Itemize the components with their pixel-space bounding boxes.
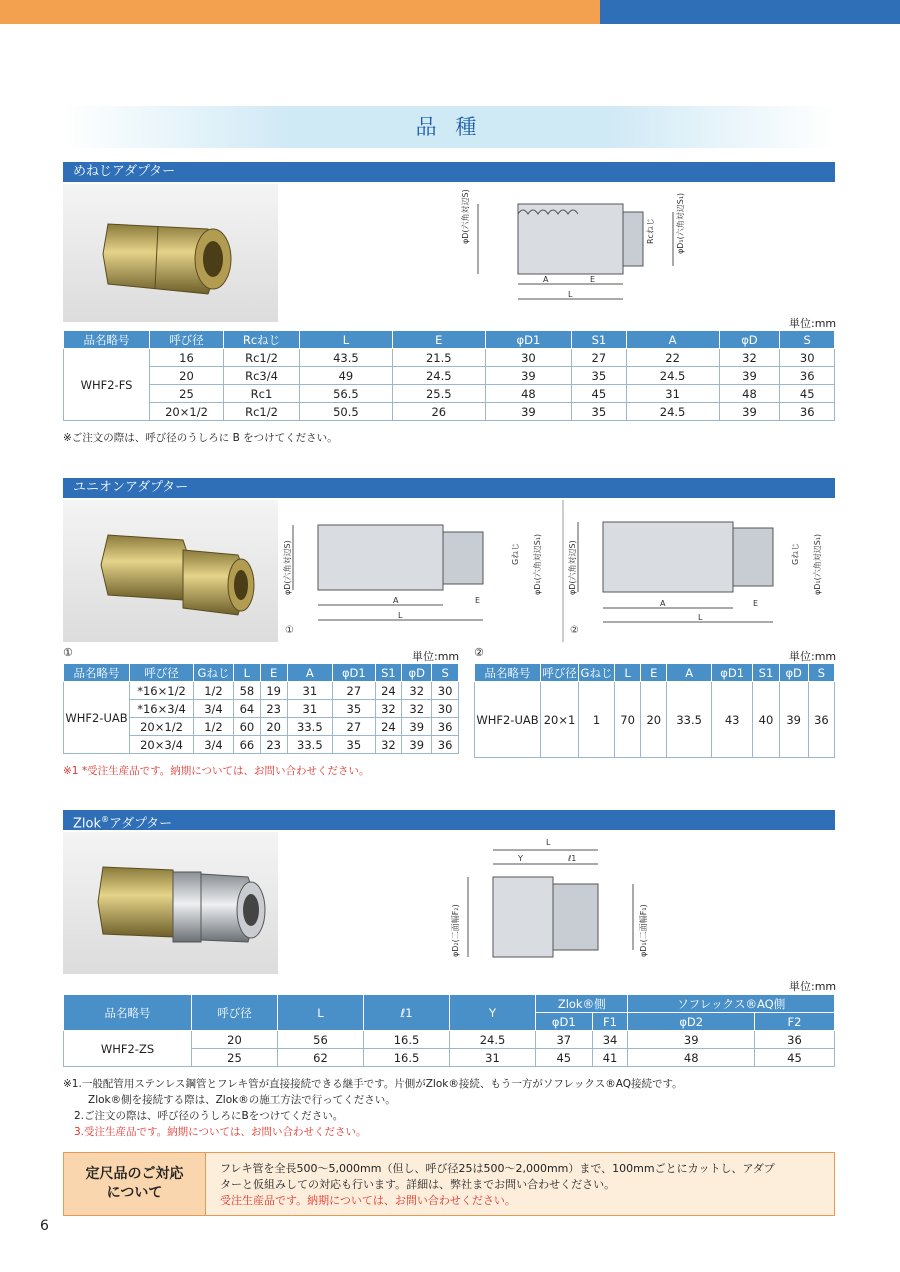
table-row: [64, 1031, 835, 1049]
zlok-adapter-drawing: [278, 832, 835, 974]
cell: 24.5: [626, 403, 719, 421]
zlok-registered-mark: ®: [101, 815, 109, 824]
cell: 27: [333, 682, 375, 700]
zlok-title: Zlok: [73, 816, 101, 832]
zlok-adapter-table: [63, 994, 835, 1067]
drawing2-label-E: E: [753, 599, 759, 608]
order-label-line1: 定尺品のご対応: [85, 1166, 184, 1182]
cell: 32: [375, 700, 402, 718]
cell: 36: [754, 1031, 834, 1049]
cell: 39: [719, 367, 780, 385]
section-header-zlok-adapter: [63, 810, 835, 830]
th-S1: S1: [572, 331, 627, 349]
section-header-union-adapter: ユニオンアダプター: [63, 478, 835, 498]
th-S1: S1: [753, 664, 779, 682]
order-text-line3: 受注生産品です。納期については、お問い合わせください。: [220, 1194, 516, 1207]
drawing2-circle-label: ②: [570, 625, 579, 636]
cell: 41: [592, 1049, 628, 1067]
product-code: WHF2-FS: [64, 349, 150, 421]
zlok-note-4: 3.受注生産品です。納期については、お問い合わせください。: [74, 1126, 367, 1138]
drawing2-label-phiD1: φD₁(六角対辺S₁): [813, 533, 822, 595]
zlok-title-suffix: アダプター: [109, 816, 173, 832]
cell: 33.5: [287, 736, 333, 754]
table2-circle-label: ②: [474, 646, 484, 659]
th-L: L: [234, 664, 261, 682]
cell: 20×1/2: [150, 403, 224, 421]
th-S: S: [780, 331, 835, 349]
cell: 62: [278, 1049, 364, 1067]
th-phiD1: φD1: [485, 331, 571, 349]
th-E: E: [641, 664, 667, 682]
th-size: 呼び径: [150, 331, 224, 349]
th-phiD: φD: [719, 331, 780, 349]
cell: 32: [402, 700, 432, 718]
cell: 30: [432, 700, 459, 718]
order-text-line1: フレキ管を全長500～5,000mm（但し、呼び径25は500～2,000mm）まで、100mmごとにカットし、アダプ: [220, 1162, 775, 1175]
cell: 22: [626, 349, 719, 367]
th-product: 品名略号: [475, 664, 541, 682]
cell: 25: [192, 1049, 278, 1067]
th-size: 呼び径: [192, 995, 278, 1031]
drawing1-label-L: L: [398, 611, 403, 620]
note-made-to-order: ※1 *受注生産品です。納期については、お問い合わせください。: [63, 765, 370, 777]
note-order-b: ※ご注文の際は、呼び径のうしろに B をつけてください。: [63, 432, 338, 444]
cell: 33.5: [287, 718, 333, 736]
cell: 23: [260, 700, 287, 718]
cell: 35: [333, 700, 375, 718]
unit-label: 単位:mm: [789, 650, 837, 663]
table-header-row: [64, 664, 459, 682]
th-phiD: φD: [402, 664, 432, 682]
cell: 36: [432, 736, 459, 754]
table-header-row: [64, 995, 835, 1013]
unit-label: 単位:mm: [789, 980, 837, 993]
drawing1-label-g: Gねじ: [511, 542, 520, 565]
cell: 48: [719, 385, 780, 403]
th-E: E: [392, 331, 485, 349]
table-header-row: [475, 664, 835, 682]
zlok-note-3: 2.ご注文の際は、呼び径のうしろにBをつけてください。: [74, 1110, 344, 1122]
cell: 70: [615, 682, 641, 758]
table-row: [64, 385, 835, 403]
th-zlok-side: Zlok®側: [536, 995, 628, 1013]
cell: *16×1/2: [130, 682, 194, 700]
cell: 35: [333, 736, 375, 754]
th-S: S: [808, 664, 834, 682]
cell: 1/2: [194, 682, 234, 700]
cell: 1: [579, 682, 615, 758]
th-g: Gねじ: [579, 664, 615, 682]
table-row: [64, 367, 835, 385]
th-phiD: φD: [779, 664, 808, 682]
product-code: WHF2-UAB: [64, 682, 130, 754]
cell: 16.5: [364, 1049, 450, 1067]
drawing-label-E: E: [590, 275, 596, 284]
drawing-label-L: L: [568, 290, 573, 299]
union-adapter-photo: [63, 500, 278, 642]
table-header-row: [64, 331, 835, 349]
zlok-adapter-photo: [63, 832, 278, 974]
female-adapter-drawing: [278, 184, 835, 322]
cell: 20×1/2: [130, 718, 194, 736]
th-Y: Y: [450, 995, 536, 1031]
drawing-label-A: A: [543, 275, 549, 284]
table-row: [64, 403, 835, 421]
cell: 24: [375, 718, 402, 736]
drawing-label-rc: Rcねじ: [646, 218, 655, 244]
cell: *16×3/4: [130, 700, 194, 718]
cell: 45: [536, 1049, 593, 1067]
cell: Rc1: [224, 385, 300, 403]
order-label-line2: について: [106, 1185, 163, 1201]
section-header-female-adapter: めねじアダプター: [63, 162, 835, 182]
drawing1-label-phiD1: φD₁(六角対辺S₁): [533, 533, 542, 595]
table-row: [64, 349, 835, 367]
zlok-note-1: ※1.一般配管用ステンレス鋼管とフレキ管が直接接続できる継手です。片側がZlok®接続、もう一方がソフレックス®AQ接続です。: [63, 1078, 683, 1090]
cell: 30: [485, 349, 571, 367]
zlok-adapter-photo-illustration: [63, 832, 278, 974]
table-row: [64, 682, 459, 700]
drawing2-label-g: Gねじ: [791, 542, 800, 565]
cell: 37: [536, 1031, 593, 1049]
cell: 27: [333, 718, 375, 736]
cell: 30: [432, 682, 459, 700]
drawing-label-Y: Y: [518, 854, 523, 863]
union-adapter-table-2: [474, 663, 835, 758]
cell: 36: [780, 367, 835, 385]
drawing1-circle-label: ①: [285, 625, 294, 636]
th-A: A: [626, 331, 719, 349]
th-soflex-side: ソフレックス®AQ側: [628, 995, 835, 1013]
cell: 26: [392, 403, 485, 421]
cell: 64: [234, 700, 261, 718]
th-product: 品名略号: [64, 664, 130, 682]
cell: 45: [572, 385, 627, 403]
cell: 39: [719, 403, 780, 421]
union-adapter-drawings: [278, 500, 835, 642]
cell: 20×1: [541, 682, 579, 758]
female-adapter-photo: [63, 184, 278, 322]
th-phiD1: φD1: [333, 664, 375, 682]
cell: 35: [572, 403, 627, 421]
cell: 21.5: [392, 349, 485, 367]
page-title: 品 種: [63, 106, 835, 148]
cell: 20: [641, 682, 667, 758]
drawing2-label-L: L: [698, 613, 703, 622]
th-phiD2: φD2: [628, 1013, 755, 1031]
unit-label: 単位:mm: [412, 650, 460, 663]
cell: 50.5: [300, 403, 393, 421]
union-adapter-photo-illustration: [63, 500, 278, 642]
female-adapter-table: [63, 330, 835, 421]
drawing-label-phiD2: φD₂(二面幅F₂): [451, 904, 460, 957]
cell: 24.5: [392, 367, 485, 385]
cell: 3/4: [194, 736, 234, 754]
cell: 32: [375, 736, 402, 754]
cell: 36: [780, 403, 835, 421]
cell: 16: [150, 349, 224, 367]
cell: 3/4: [194, 700, 234, 718]
table-row: [475, 682, 835, 758]
top-blue-bar: [600, 0, 900, 24]
order-box-label: [64, 1153, 206, 1215]
drawing1-label-A: A: [393, 596, 399, 605]
cell: 56: [278, 1031, 364, 1049]
page-number: 6: [40, 1218, 49, 1234]
drawing-label-phiD1: φD₁(二面幅F₁): [639, 904, 648, 957]
unit-label: 単位:mm: [789, 317, 837, 330]
cell: 20: [150, 367, 224, 385]
cell: 25.5: [392, 385, 485, 403]
th-A: A: [667, 664, 712, 682]
cell: 43: [711, 682, 752, 758]
th-L: L: [300, 331, 393, 349]
th-A: A: [287, 664, 333, 682]
cell: 34: [592, 1031, 628, 1049]
th-phiD1: φD1: [711, 664, 752, 682]
th-g: Gねじ: [194, 664, 234, 682]
cell: 30: [780, 349, 835, 367]
drawing-label-phiD1: φD₁(六角対辺S₁): [676, 192, 685, 254]
th-F1: F1: [592, 1013, 628, 1031]
union-adapter-table-1: [63, 663, 459, 754]
cell: 39: [779, 682, 808, 758]
cell: 39: [485, 367, 571, 385]
cell: 56.5: [300, 385, 393, 403]
drawing-label-phiD: φD(六角対辺S): [461, 189, 470, 244]
cell: 20: [192, 1031, 278, 1049]
th-product: 品名略号: [64, 331, 150, 349]
cell: 39: [402, 736, 432, 754]
order-box-text: [220, 1161, 775, 1209]
cell: 66: [234, 736, 261, 754]
female-adapter-photo-illustration: [63, 184, 278, 322]
cell: 33.5: [667, 682, 712, 758]
cell: 39: [402, 718, 432, 736]
cut-length-order-box: [63, 1152, 835, 1216]
cell: 48: [628, 1049, 755, 1067]
order-text-line2: ターと仮組みしての対応も行います。詳細は、弊社までお問い合わせください。: [220, 1178, 616, 1191]
cell: 16.5: [364, 1031, 450, 1049]
th-E: E: [260, 664, 287, 682]
cell: 31: [287, 682, 333, 700]
th-L: L: [278, 995, 364, 1031]
cell: Rc1/2: [224, 403, 300, 421]
th-L: L: [615, 664, 641, 682]
cell: 20: [260, 718, 287, 736]
product-code: WHF2-ZS: [64, 1031, 192, 1067]
cell: 39: [485, 403, 571, 421]
cell: 25: [150, 385, 224, 403]
cell: 24: [375, 682, 402, 700]
cell: 19: [260, 682, 287, 700]
cell: 32: [719, 349, 780, 367]
drawing1-label-E: E: [475, 596, 481, 605]
th-l1: ℓ1: [364, 995, 450, 1031]
th-product: 品名略号: [64, 995, 192, 1031]
cell: 48: [485, 385, 571, 403]
drawing-label-l1: ℓ1: [568, 854, 577, 863]
drawing2-label-phiD: φD(六角対辺S): [568, 540, 577, 595]
cell: 36: [808, 682, 834, 758]
cell: 20×3/4: [130, 736, 194, 754]
th-size: 呼び径: [130, 664, 194, 682]
cell: Rc1/2: [224, 349, 300, 367]
th-F2: F2: [754, 1013, 834, 1031]
table1-circle-label: ①: [63, 646, 73, 659]
cell: 31: [626, 385, 719, 403]
product-code: WHF2-UAB: [475, 682, 541, 758]
th-S: S: [432, 664, 459, 682]
cell: 39: [628, 1031, 755, 1049]
drawing1-label-phiD: φD(六角対辺S): [283, 540, 292, 595]
cell: 31: [287, 700, 333, 718]
top-orange-bar: [0, 0, 600, 24]
th-rc: Rcねじ: [224, 331, 300, 349]
cell: 23: [260, 736, 287, 754]
th-size: 呼び径: [542, 665, 577, 680]
cell: 35: [572, 367, 627, 385]
cell: 40: [753, 682, 779, 758]
th-S1: S1: [375, 664, 402, 682]
cell: Rc3/4: [224, 367, 300, 385]
cell: 43.5: [300, 349, 393, 367]
cell: 45: [780, 385, 835, 403]
cell: 24.5: [450, 1031, 536, 1049]
drawing2-label-A: A: [660, 599, 666, 608]
cell: 24.5: [626, 367, 719, 385]
cell: 36: [432, 718, 459, 736]
cell: 60: [234, 718, 261, 736]
th-phiD1: φD1: [536, 1013, 593, 1031]
cell: 45: [754, 1049, 834, 1067]
cell: 31: [450, 1049, 536, 1067]
cell: 58: [234, 682, 261, 700]
cell: 32: [402, 682, 432, 700]
cell: 49: [300, 367, 393, 385]
cell: 27: [572, 349, 627, 367]
drawing-label-L: L: [546, 838, 551, 847]
zlok-note-2: Zlok®側を接続する際は、Zlok®の施工方法で行ってください。: [88, 1094, 396, 1106]
cell: 1/2: [194, 718, 234, 736]
